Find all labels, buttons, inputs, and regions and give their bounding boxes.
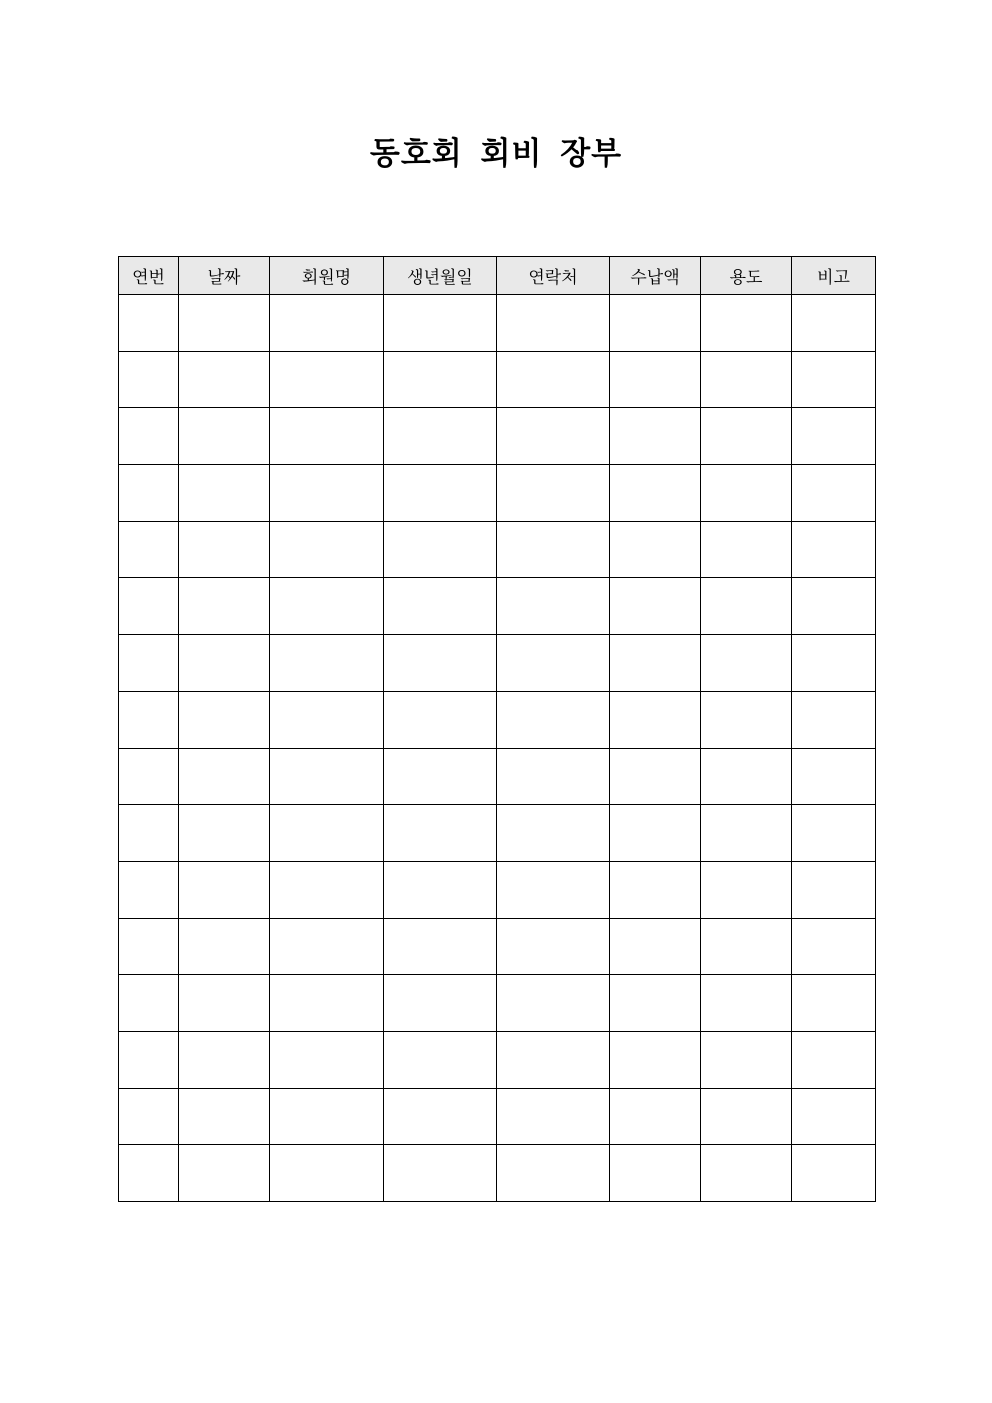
table-row	[119, 521, 876, 578]
cell-amount-paid[interactable]	[610, 465, 701, 522]
cell-serial-number[interactable]	[119, 975, 179, 1032]
cell-contact[interactable]	[497, 918, 610, 975]
table-row	[119, 1088, 876, 1145]
ledger-body	[119, 295, 876, 1202]
cell-serial-number[interactable]	[119, 1145, 179, 1202]
cell-purpose[interactable]	[701, 521, 792, 578]
cell-birth-date[interactable]	[384, 1145, 497, 1202]
cell-serial-number[interactable]	[119, 521, 179, 578]
cell-birth-date[interactable]	[384, 805, 497, 862]
table-row	[119, 918, 876, 975]
cell-birth-date[interactable]	[384, 408, 497, 465]
cell-purpose[interactable]	[701, 465, 792, 522]
document-title: 동호회 회비 장부	[369, 136, 623, 172]
cell-contact[interactable]	[497, 1145, 610, 1202]
cell-purpose[interactable]	[701, 408, 792, 465]
header-contact: 연락처	[497, 257, 610, 295]
cell-purpose[interactable]	[701, 748, 792, 805]
cell-date[interactable]	[179, 975, 270, 1032]
cell-contact[interactable]	[497, 1088, 610, 1145]
cell-remarks[interactable]	[792, 748, 876, 805]
cell-birth-date[interactable]	[384, 691, 497, 748]
cell-contact[interactable]	[497, 408, 610, 465]
cell-serial-number[interactable]	[119, 805, 179, 862]
header-remarks: 비고	[792, 257, 876, 295]
cell-remarks[interactable]	[792, 1031, 876, 1088]
header-purpose: 용도	[701, 257, 792, 295]
cell-member-name[interactable]	[270, 408, 384, 465]
cell-member-name[interactable]	[270, 748, 384, 805]
cell-birth-date[interactable]	[384, 861, 497, 918]
cell-member-name[interactable]	[270, 521, 384, 578]
cell-remarks[interactable]	[792, 918, 876, 975]
cell-remarks[interactable]	[792, 1088, 876, 1145]
table-row	[119, 1031, 876, 1088]
cell-date[interactable]	[179, 861, 270, 918]
cell-remarks[interactable]	[792, 691, 876, 748]
table-row	[119, 408, 876, 465]
cell-amount-paid[interactable]	[610, 521, 701, 578]
cell-serial-number[interactable]	[119, 578, 179, 635]
table-row	[119, 691, 876, 748]
cell-date[interactable]	[179, 635, 270, 692]
cell-remarks[interactable]	[792, 295, 876, 352]
cell-birth-date[interactable]	[384, 465, 497, 522]
cell-birth-date[interactable]	[384, 578, 497, 635]
cell-birth-date[interactable]	[384, 748, 497, 805]
cell-member-name[interactable]	[270, 635, 384, 692]
cell-date[interactable]	[179, 918, 270, 975]
cell-contact[interactable]	[497, 975, 610, 1032]
cell-amount-paid[interactable]	[610, 918, 701, 975]
cell-remarks[interactable]	[792, 578, 876, 635]
cell-date[interactable]	[179, 1145, 270, 1202]
cell-date[interactable]	[179, 1031, 270, 1088]
cell-purpose[interactable]	[701, 861, 792, 918]
table-row	[119, 861, 876, 918]
cell-contact[interactable]	[497, 351, 610, 408]
cell-serial-number[interactable]	[119, 1088, 179, 1145]
cell-purpose[interactable]	[701, 635, 792, 692]
cell-purpose[interactable]	[701, 1145, 792, 1202]
table-row	[119, 351, 876, 408]
table-row	[119, 975, 876, 1032]
cell-contact[interactable]	[497, 635, 610, 692]
cell-purpose[interactable]	[701, 1031, 792, 1088]
cell-member-name[interactable]	[270, 975, 384, 1032]
cell-remarks[interactable]	[792, 975, 876, 1032]
table-row	[119, 465, 876, 522]
cell-date[interactable]	[179, 408, 270, 465]
table-row	[119, 635, 876, 692]
cell-remarks[interactable]	[792, 861, 876, 918]
cell-date[interactable]	[179, 521, 270, 578]
cell-date[interactable]	[179, 805, 270, 862]
cell-amount-paid[interactable]	[610, 635, 701, 692]
cell-contact[interactable]	[497, 748, 610, 805]
cell-date[interactable]	[179, 351, 270, 408]
cell-amount-paid[interactable]	[610, 861, 701, 918]
cell-serial-number[interactable]	[119, 351, 179, 408]
cell-date[interactable]	[179, 578, 270, 635]
cell-date[interactable]	[179, 295, 270, 352]
cell-serial-number[interactable]	[119, 748, 179, 805]
cell-purpose[interactable]	[701, 1088, 792, 1145]
cell-member-name[interactable]	[270, 918, 384, 975]
cell-remarks[interactable]	[792, 1145, 876, 1202]
cell-amount-paid[interactable]	[610, 1088, 701, 1145]
cell-member-name[interactable]	[270, 1088, 384, 1145]
cell-member-name[interactable]	[270, 805, 384, 862]
cell-amount-paid[interactable]	[610, 351, 701, 408]
cell-member-name[interactable]	[270, 691, 384, 748]
header-birth-date: 생년월일	[384, 257, 497, 295]
cell-serial-number[interactable]	[119, 295, 179, 352]
cell-birth-date[interactable]	[384, 1031, 497, 1088]
table-row	[119, 1145, 876, 1202]
header-member-name: 회원명	[270, 257, 384, 295]
cell-member-name[interactable]	[270, 1145, 384, 1202]
cell-amount-paid[interactable]	[610, 1145, 701, 1202]
cell-purpose[interactable]	[701, 805, 792, 862]
cell-remarks[interactable]	[792, 521, 876, 578]
cell-member-name[interactable]	[270, 295, 384, 352]
cell-contact[interactable]	[497, 521, 610, 578]
table-row	[119, 748, 876, 805]
cell-date[interactable]	[179, 691, 270, 748]
cell-amount-paid[interactable]	[610, 748, 701, 805]
header-date: 날짜	[179, 257, 270, 295]
cell-amount-paid[interactable]	[610, 408, 701, 465]
cell-serial-number[interactable]	[119, 635, 179, 692]
cell-contact[interactable]	[497, 295, 610, 352]
header-serial-number: 연번	[119, 257, 179, 295]
cell-remarks[interactable]	[792, 351, 876, 408]
cell-purpose[interactable]	[701, 691, 792, 748]
cell-birth-date[interactable]	[384, 351, 497, 408]
table-row	[119, 805, 876, 862]
cell-birth-date[interactable]	[384, 918, 497, 975]
cell-amount-paid[interactable]	[610, 1031, 701, 1088]
cell-serial-number[interactable]	[119, 861, 179, 918]
cell-member-name[interactable]	[270, 1031, 384, 1088]
cell-purpose[interactable]	[701, 578, 792, 635]
cell-amount-paid[interactable]	[610, 578, 701, 635]
cell-member-name[interactable]	[270, 578, 384, 635]
cell-serial-number[interactable]	[119, 918, 179, 975]
cell-purpose[interactable]	[701, 918, 792, 975]
cell-amount-paid[interactable]	[610, 295, 701, 352]
cell-remarks[interactable]	[792, 805, 876, 862]
cell-date[interactable]	[179, 465, 270, 522]
cell-birth-date[interactable]	[384, 1088, 497, 1145]
cell-birth-date[interactable]	[384, 975, 497, 1032]
cell-date[interactable]	[179, 1088, 270, 1145]
cell-remarks[interactable]	[792, 635, 876, 692]
cell-serial-number[interactable]	[119, 465, 179, 522]
cell-purpose[interactable]	[701, 295, 792, 352]
cell-serial-number[interactable]	[119, 691, 179, 748]
header-amount-paid: 수납액	[610, 257, 701, 295]
cell-member-name[interactable]	[270, 861, 384, 918]
cell-birth-date[interactable]	[384, 635, 497, 692]
cell-contact[interactable]	[497, 465, 610, 522]
ledger-table	[118, 256, 876, 1202]
table-row	[119, 578, 876, 635]
cell-contact[interactable]	[497, 578, 610, 635]
cell-contact[interactable]	[497, 1031, 610, 1088]
cell-member-name[interactable]	[270, 465, 384, 522]
cell-serial-number[interactable]	[119, 408, 179, 465]
cell-contact[interactable]	[497, 691, 610, 748]
cell-remarks[interactable]	[792, 465, 876, 522]
cell-serial-number[interactable]	[119, 1031, 179, 1088]
cell-birth-date[interactable]	[384, 295, 497, 352]
cell-birth-date[interactable]	[384, 521, 497, 578]
cell-purpose[interactable]	[701, 975, 792, 1032]
cell-amount-paid[interactable]	[610, 691, 701, 748]
cell-date[interactable]	[179, 748, 270, 805]
cell-purpose[interactable]	[701, 351, 792, 408]
cell-contact[interactable]	[497, 805, 610, 862]
cell-amount-paid[interactable]	[610, 805, 701, 862]
header-row	[119, 257, 876, 295]
cell-contact[interactable]	[497, 861, 610, 918]
cell-remarks[interactable]	[792, 408, 876, 465]
cell-member-name[interactable]	[270, 351, 384, 408]
cell-amount-paid[interactable]	[610, 975, 701, 1032]
table-row	[119, 295, 876, 352]
